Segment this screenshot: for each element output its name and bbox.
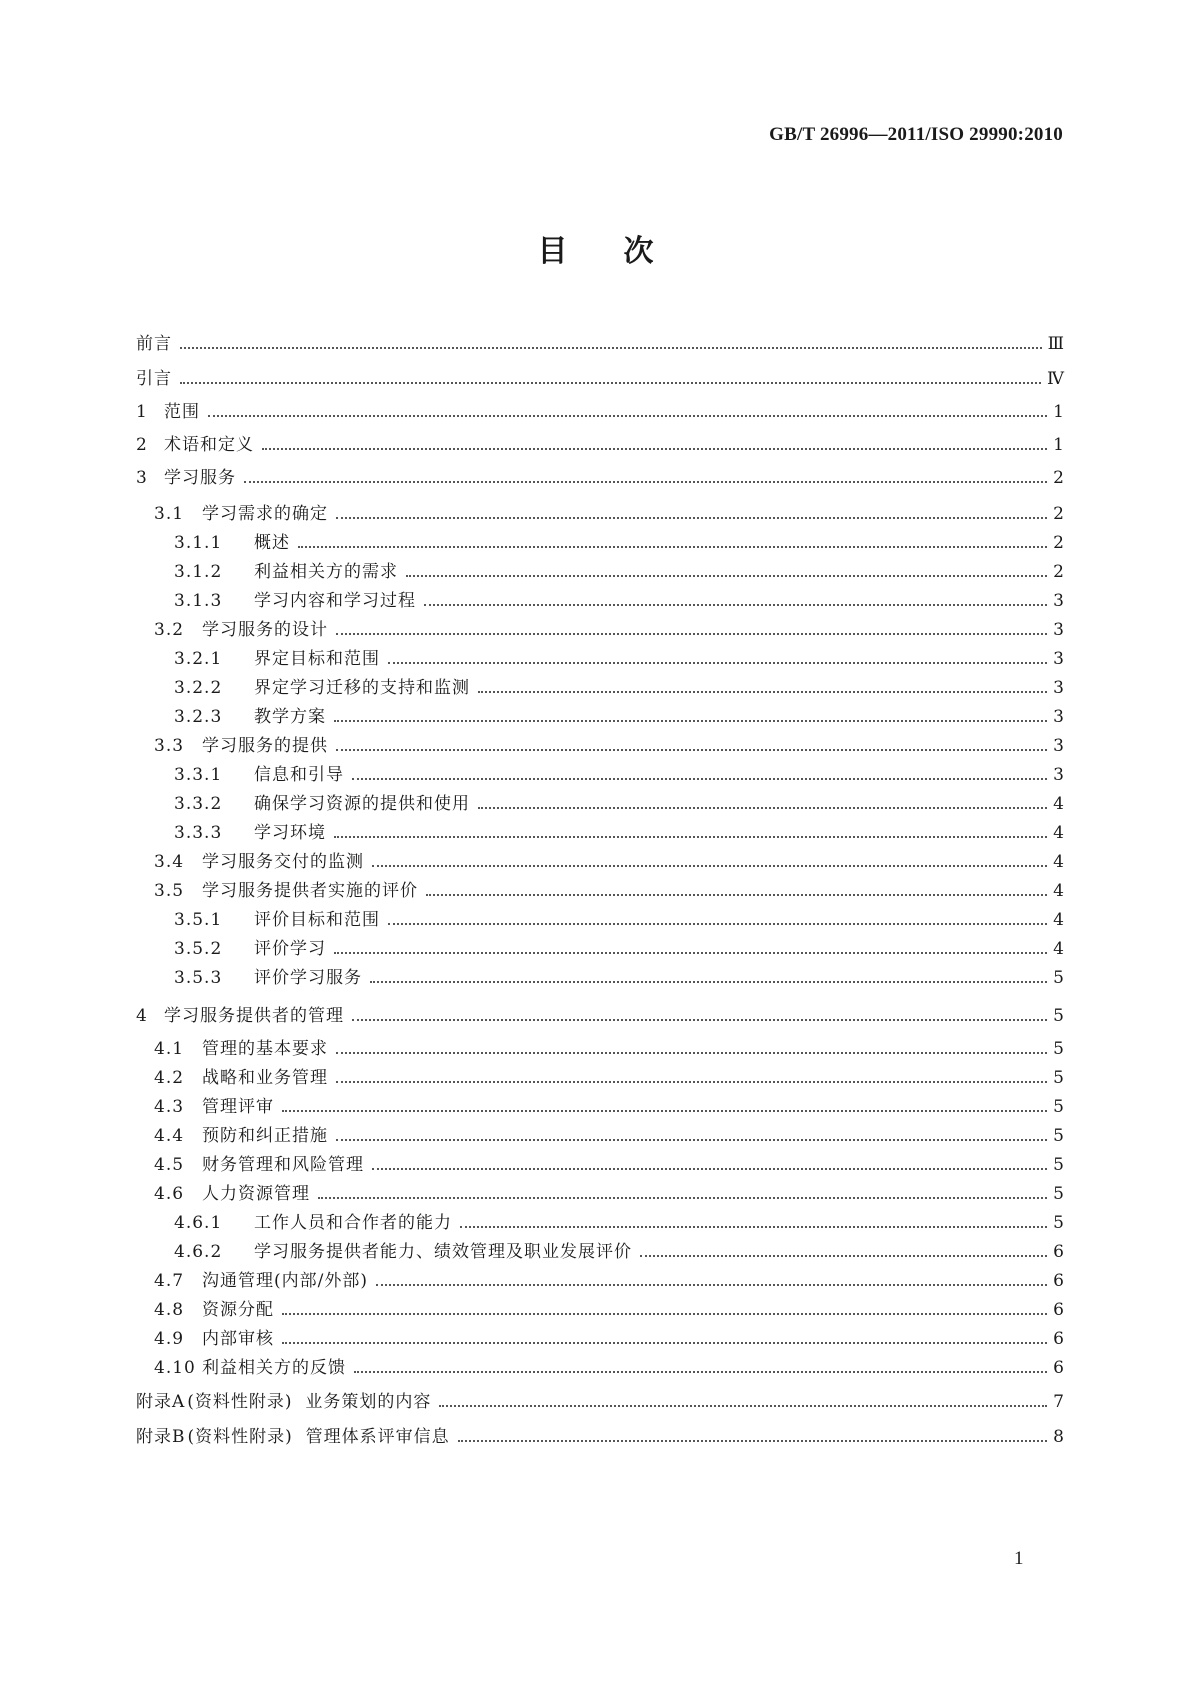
toc-entry-title: 资源分配 (202, 1300, 274, 1320)
toc-entry-page: 5 (1053, 1126, 1064, 1146)
toc-leader-dots (426, 894, 1047, 896)
toc-entry-number: 3.5.2 (174, 939, 223, 959)
toc-entry-label (136, 706, 326, 728)
toc-entry-label (136, 1357, 346, 1379)
page-number: 1 (1014, 1548, 1024, 1569)
toc-entry[interactable] (136, 640, 1064, 670)
toc-leader-dots (372, 1168, 1047, 1170)
toc-entry-number: 4.8 (154, 1300, 185, 1320)
toc-entry[interactable] (136, 1383, 1064, 1413)
toc-entry-number: 4.7 (154, 1271, 185, 1291)
toc-entry-label (136, 1328, 274, 1350)
toc-leader-dots (336, 517, 1047, 519)
toc-leader-dots (318, 1197, 1047, 1199)
toc-entry-title: 学习服务 (164, 468, 236, 488)
toc-entry-label (136, 561, 398, 583)
toc-entry-title: 学习服务提供者的管理 (164, 1006, 344, 1026)
toc-leader-dots (376, 1284, 1047, 1286)
toc-entry-page: 6 (1053, 1242, 1064, 1262)
toc-entry[interactable] (136, 814, 1064, 844)
toc-entry[interactable] (136, 1059, 1064, 1089)
toc-entry-page: 4 (1053, 881, 1064, 901)
toc-entry-title: 沟通管理(内部/外部) (202, 1271, 368, 1291)
toc-leader-dots (478, 807, 1047, 809)
toc-entry[interactable] (136, 426, 1064, 456)
toc-entry-title: 人力资源管理 (202, 1184, 310, 1204)
toc-entry-title: 概述 (254, 533, 290, 553)
toc-entry-number: 3.5 (154, 881, 185, 901)
toc-entry-page: 4 (1053, 910, 1064, 930)
toc-entry-label (136, 1391, 431, 1413)
toc-entry-page: 2 (1053, 533, 1064, 553)
toc-entry[interactable] (136, 785, 1064, 815)
toc-entry[interactable] (136, 959, 1064, 989)
toc-entry-number: 3.2.3 (174, 707, 223, 727)
toc-entry-page: 5 (1053, 1213, 1064, 1233)
toc-entry-number: 4.2 (154, 1068, 185, 1088)
toc-entry-title: 工作人员和合作者的能力 (254, 1213, 452, 1233)
toc-entry-page: 6 (1053, 1271, 1064, 1291)
toc-entry-number: 4.6.2 (174, 1242, 223, 1262)
toc-leader-dots (298, 546, 1047, 548)
toc-leader-dots (388, 923, 1047, 925)
toc-entry-number: 3.1.1 (174, 533, 223, 553)
toc-entry-label (136, 1067, 328, 1089)
toc-entry-title: 术语和定义 (164, 435, 254, 455)
toc-entry[interactable] (136, 1204, 1064, 1234)
toc-title (0, 226, 1191, 270)
toc-entry-title: 学习环境 (254, 823, 326, 843)
toc-leader-dots (208, 415, 1047, 417)
toc-entry-label (136, 401, 200, 423)
toc-leader-dots (282, 1110, 1047, 1112)
toc-leader-dots (336, 633, 1047, 635)
toc-entry[interactable] (136, 997, 1064, 1027)
toc-entry-page: 2 (1053, 562, 1064, 582)
toc-entry-page: 4 (1053, 852, 1064, 872)
toc-entry[interactable] (136, 872, 1064, 902)
toc-leader-dots (334, 952, 1047, 954)
toc-entry-page: 1 (1053, 435, 1064, 455)
toc-entry[interactable] (136, 325, 1064, 355)
toc-entry[interactable] (136, 669, 1064, 699)
toc-entry[interactable] (136, 901, 1064, 931)
toc-entry-number: 4 (136, 1006, 148, 1026)
toc-entry-title: 界定学习迁移的支持和监测 (254, 678, 470, 698)
toc-entry[interactable] (136, 1088, 1064, 1118)
toc-entry-title: 管理评审 (202, 1097, 274, 1117)
toc-entry-label (136, 648, 380, 670)
toc-entry-page: 4 (1053, 823, 1064, 843)
toc-entry-page: 4 (1053, 794, 1064, 814)
toc-entry-page: 6 (1053, 1300, 1064, 1320)
toc-entry-label (136, 1183, 310, 1205)
toc-entry[interactable] (136, 1291, 1064, 1321)
toc-entry[interactable] (136, 1233, 1064, 1263)
toc-entry-label (136, 590, 416, 612)
toc-entry-title: 学习内容和学习过程 (254, 591, 416, 611)
toc-entry-page: 1 (1053, 402, 1064, 422)
toc-leader-dots (370, 981, 1047, 983)
toc-entry-number: 3.3 (154, 736, 185, 756)
toc-entry-number: 2 (136, 435, 148, 455)
toc-entry-number: 3.1.3 (174, 591, 223, 611)
toc-entry-title: (资料性附录) 业务策划的内容 (187, 1392, 432, 1412)
toc-leader-dots (478, 691, 1047, 693)
toc-entry-page: 3 (1053, 765, 1064, 785)
toc-leader-dots (406, 575, 1047, 577)
toc-entry-page: 8 (1053, 1427, 1064, 1447)
toc-entry-number: 3.1.2 (174, 562, 223, 582)
toc-entry-title: 学习需求的确定 (202, 504, 328, 524)
toc-entry-label (136, 880, 418, 902)
toc-entry-number: 4.10 (154, 1358, 196, 1378)
toc-entry-number: 4.9 (154, 1329, 185, 1349)
toc-leader-dots (282, 1313, 1047, 1315)
toc-leader-dots (460, 1226, 1047, 1228)
toc-entry-title: 评价目标和范围 (254, 910, 380, 930)
toc-entry-title: 学习服务的提供 (202, 736, 328, 756)
toc-entry-number: 3.3.3 (174, 823, 223, 843)
toc-entry-page: 5 (1053, 968, 1064, 988)
toc-entry-title: 财务管理和风险管理 (202, 1155, 364, 1175)
toc-entry[interactable] (136, 582, 1064, 612)
toc-entry-page: Ⅲ (1047, 334, 1064, 354)
toc-entry-title: 利益相关方的需求 (254, 562, 398, 582)
toc-leader-dots (424, 604, 1047, 606)
toc-entry[interactable] (136, 1030, 1064, 1060)
toc-entry-number: 3.4 (154, 852, 185, 872)
toc-leader-dots (354, 1371, 1047, 1373)
toc-entry-title: 学习服务提供者实施的评价 (202, 881, 418, 901)
toc-entry[interactable] (136, 1262, 1064, 1292)
toc-entry-page: 3 (1053, 620, 1064, 640)
toc-entry[interactable] (136, 393, 1064, 423)
toc-leader-dots (262, 448, 1047, 450)
toc-entry-title: 学习服务提供者能力、绩效管理及职业发展评价 (254, 1242, 632, 1262)
toc-entry-number: 3.3.2 (174, 794, 223, 814)
toc-leader-dots (336, 1052, 1047, 1054)
toc-leader-dots (372, 865, 1047, 867)
toc-entry[interactable] (136, 1146, 1064, 1176)
standard-code: GB/T 26996—2011/ISO 29990:2010 (769, 124, 1063, 145)
toc-leader-dots (439, 1405, 1047, 1407)
toc-entry-title: 内部审核 (202, 1329, 274, 1349)
toc-entry[interactable] (136, 930, 1064, 960)
toc-entry-number: 3 (136, 468, 148, 488)
toc-entry-number: 3.2 (154, 620, 185, 640)
toc-entry-title: 界定目标和范围 (254, 649, 380, 669)
toc-entry-page: 3 (1053, 678, 1064, 698)
toc-entry-label (136, 467, 236, 489)
toc-entry[interactable] (136, 1175, 1064, 1205)
toc-entry-page: 3 (1053, 649, 1064, 669)
toc-title-char-2: 次 (623, 234, 654, 269)
toc-entry-label (136, 1154, 364, 1176)
toc-entry-label (136, 434, 254, 456)
toc-leader-dots (180, 347, 1042, 349)
toc-entry-number: 4.5 (154, 1155, 185, 1175)
toc-entry-label (136, 1426, 450, 1448)
toc-entry-title: 预防和纠正措施 (202, 1126, 328, 1146)
toc-entry-number: 3.2.2 (174, 678, 223, 698)
toc-entry-label (136, 909, 380, 931)
toc-entry[interactable] (136, 459, 1064, 489)
toc-leader-dots (388, 662, 1047, 664)
toc-entry-label (136, 967, 362, 989)
toc-entry-number: 4.6 (154, 1184, 185, 1204)
toc-leader-dots (334, 720, 1047, 722)
toc-entry-page: 6 (1053, 1358, 1064, 1378)
toc-entry-label (136, 619, 328, 641)
toc-entry-title: 教学方案 (254, 707, 326, 727)
toc-entry-label (136, 677, 470, 699)
toc-entry-number: 4.1 (154, 1039, 185, 1059)
toc-entry-number: 附录B (136, 1427, 186, 1447)
toc-entry-number: 3.5.1 (174, 910, 223, 930)
toc-entry-title: 范围 (164, 402, 200, 422)
toc-entry-title: 确保学习资源的提供和使用 (254, 794, 470, 814)
toc-leader-dots (334, 836, 1047, 838)
toc-entry-number: 3.2.1 (174, 649, 223, 669)
toc-entry-title: 学习服务交付的监测 (202, 852, 364, 872)
toc-entry-title: 评价学习服务 (254, 968, 362, 988)
toc-entry-number: 4.6.1 (174, 1213, 223, 1233)
toc-entry-page: Ⅳ (1047, 369, 1064, 389)
toc-entry-title: 前言 (136, 334, 172, 354)
toc-entry-page: 5 (1053, 1068, 1064, 1088)
toc-entry-label (136, 532, 290, 554)
toc-entry-label (136, 368, 172, 390)
toc-entry[interactable] (136, 727, 1064, 757)
toc-entry-label (136, 1005, 344, 1027)
toc-entry-page: 2 (1053, 468, 1064, 488)
toc-entry-label (136, 1241, 632, 1263)
toc-entry-label (136, 764, 344, 786)
toc-entry-title: 战略和业务管理 (202, 1068, 328, 1088)
toc-entry-page: 5 (1053, 1006, 1064, 1026)
toc-entry-page: 4 (1053, 939, 1064, 959)
toc-entry-label (136, 735, 328, 757)
toc-entry[interactable] (136, 524, 1064, 554)
toc-entry-label (136, 851, 364, 873)
toc-entry-page: 3 (1053, 591, 1064, 611)
toc-entry-title: 学习服务的设计 (202, 620, 328, 640)
toc-entry-title: 信息和引导 (254, 765, 344, 785)
toc-entry-number: 3.5.3 (174, 968, 223, 988)
toc-leader-dots (336, 749, 1047, 751)
toc-entry[interactable] (136, 698, 1064, 728)
toc-leader-dots (352, 1019, 1047, 1021)
toc-entry-number: 3.1 (154, 504, 185, 524)
toc-title-char-1: 目 (537, 234, 568, 269)
toc-entry-label (136, 1096, 274, 1118)
toc-entry-page: 6 (1053, 1329, 1064, 1349)
toc-leader-dots (352, 778, 1047, 780)
toc-entry-label (136, 1038, 328, 1060)
toc-entry-title: 利益相关方的反馈 (202, 1358, 346, 1378)
toc-entry-page: 3 (1053, 707, 1064, 727)
toc-entry-title: (资料性附录) 管理体系评审信息 (187, 1427, 450, 1447)
toc-entry-title: 评价学习 (254, 939, 326, 959)
toc-entry[interactable] (136, 495, 1064, 525)
toc-entry[interactable] (136, 1320, 1064, 1350)
toc-entry-page: 7 (1053, 1392, 1064, 1412)
toc-entry[interactable] (136, 360, 1064, 390)
toc-leader-dots (180, 382, 1041, 384)
toc-entry-number: 3.3.1 (174, 765, 223, 785)
toc-leader-dots (244, 481, 1047, 483)
toc-entry-label (136, 1212, 452, 1234)
toc-leader-dots (640, 1255, 1047, 1257)
toc-entry-label (136, 503, 328, 525)
toc-entry[interactable] (136, 1117, 1064, 1147)
toc-entry-number: 附录A (136, 1392, 186, 1412)
toc-entry-label (136, 793, 470, 815)
toc-entry-title: 管理的基本要求 (202, 1039, 328, 1059)
toc-entry-title: 引言 (136, 369, 172, 389)
toc-entry[interactable] (136, 1349, 1064, 1379)
toc-entry-number: 4.4 (154, 1126, 185, 1146)
toc-entry-page: 5 (1053, 1097, 1064, 1117)
toc-leader-dots (282, 1342, 1047, 1344)
toc-entry[interactable] (136, 843, 1064, 873)
toc-entry-label (136, 333, 172, 355)
toc-leader-dots (458, 1440, 1048, 1442)
toc-entry-page: 5 (1053, 1039, 1064, 1059)
toc-entry-page: 5 (1053, 1184, 1064, 1204)
toc-entry-page: 5 (1053, 1155, 1064, 1175)
toc-entry-label (136, 1270, 368, 1292)
toc-entry[interactable] (136, 1418, 1064, 1448)
toc-leader-dots (336, 1081, 1047, 1083)
toc-entry-page: 2 (1053, 504, 1064, 524)
toc-entry-label (136, 1125, 328, 1147)
toc-entry-label (136, 822, 326, 844)
toc-entry[interactable] (136, 553, 1064, 583)
toc-entry[interactable] (136, 611, 1064, 641)
toc-leader-dots (336, 1139, 1047, 1141)
toc-entry-label (136, 1299, 274, 1321)
toc-entry[interactable] (136, 756, 1064, 786)
toc-entry-label (136, 938, 326, 960)
toc-entry-page: 3 (1053, 736, 1064, 756)
toc-entry-number: 4.3 (154, 1097, 185, 1117)
toc-entry-number: 1 (136, 402, 148, 422)
